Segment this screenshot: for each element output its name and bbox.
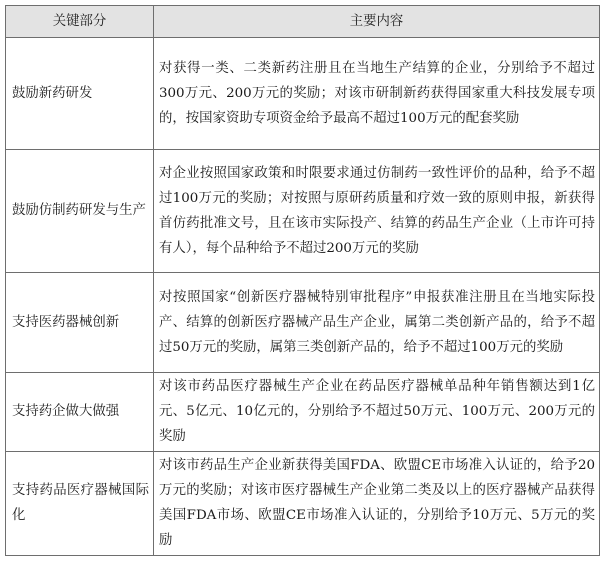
table-row <box>6 373 600 452</box>
header-row <box>6 6 600 38</box>
header-key-part: 关键部分 <box>6 6 154 38</box>
row-key-cell: 鼓励仿制药研发与生产 <box>6 150 154 273</box>
row-content-cell: 对该市药品医疗器械生产企业在药品医疗器械单品种年销售额达到1亿元、5亿元、10亿元的，分别给予不超过50万元、100万元、200万元的奖励 <box>154 373 600 452</box>
row-key-cell: 支持药品医疗器械国际化 <box>6 452 154 556</box>
policy-table <box>5 5 600 556</box>
table-body <box>6 38 600 556</box>
table-row <box>6 150 600 273</box>
row-content-cell: 对该市药品生产企业新获得美国FDA、欧盟CE市场准入认证的，给予20万元的奖励；对该市医疗器械生产企业第二类及以上的医疗器械产品获得美国FDA市场、欧盟CE市场准入认证的，分别给予10万元、5万元的奖励 <box>154 452 600 556</box>
header-main-content: 主要内容 <box>154 6 600 38</box>
row-content-cell: 对获得一类、二类新药注册且在当地生产结算的企业，分别给予不超过300万元、200万元的奖励；对该市研制新药获得国家重大科技发展专项的，按国家资助专项资金给予最高不超过100万元的配套奖励 <box>154 38 600 150</box>
row-content-cell: 对企业按照国家政策和时限要求通过仿制药一致性评价的品种，给予不超过100万元的奖励；对按照与原研药质量和疗效一致的原则申报，新获得首仿药批准文号，且在该市实际投产、结算的药品生产企业（上市许可持有人），每个品种给予不超过200万元的奖励 <box>154 150 600 273</box>
row-key-cell: 支持医药器械创新 <box>6 273 154 373</box>
table-row <box>6 38 600 150</box>
table-row <box>6 452 600 556</box>
row-content-cell: 对按照国家“创新医疗器械特别审批程序”申报获准注册且在当地实际投产、结算的创新医疗器械产品生产企业，属第二类创新产品的，给予不超过50万元的奖励，属第三类创新产品的，给予不超过100万元的奖励 <box>154 273 600 373</box>
table-header <box>6 6 600 38</box>
row-key-cell: 鼓励新药研发 <box>6 38 154 150</box>
table-row <box>6 273 600 373</box>
row-key-cell: 支持药企做大做强 <box>6 373 154 452</box>
